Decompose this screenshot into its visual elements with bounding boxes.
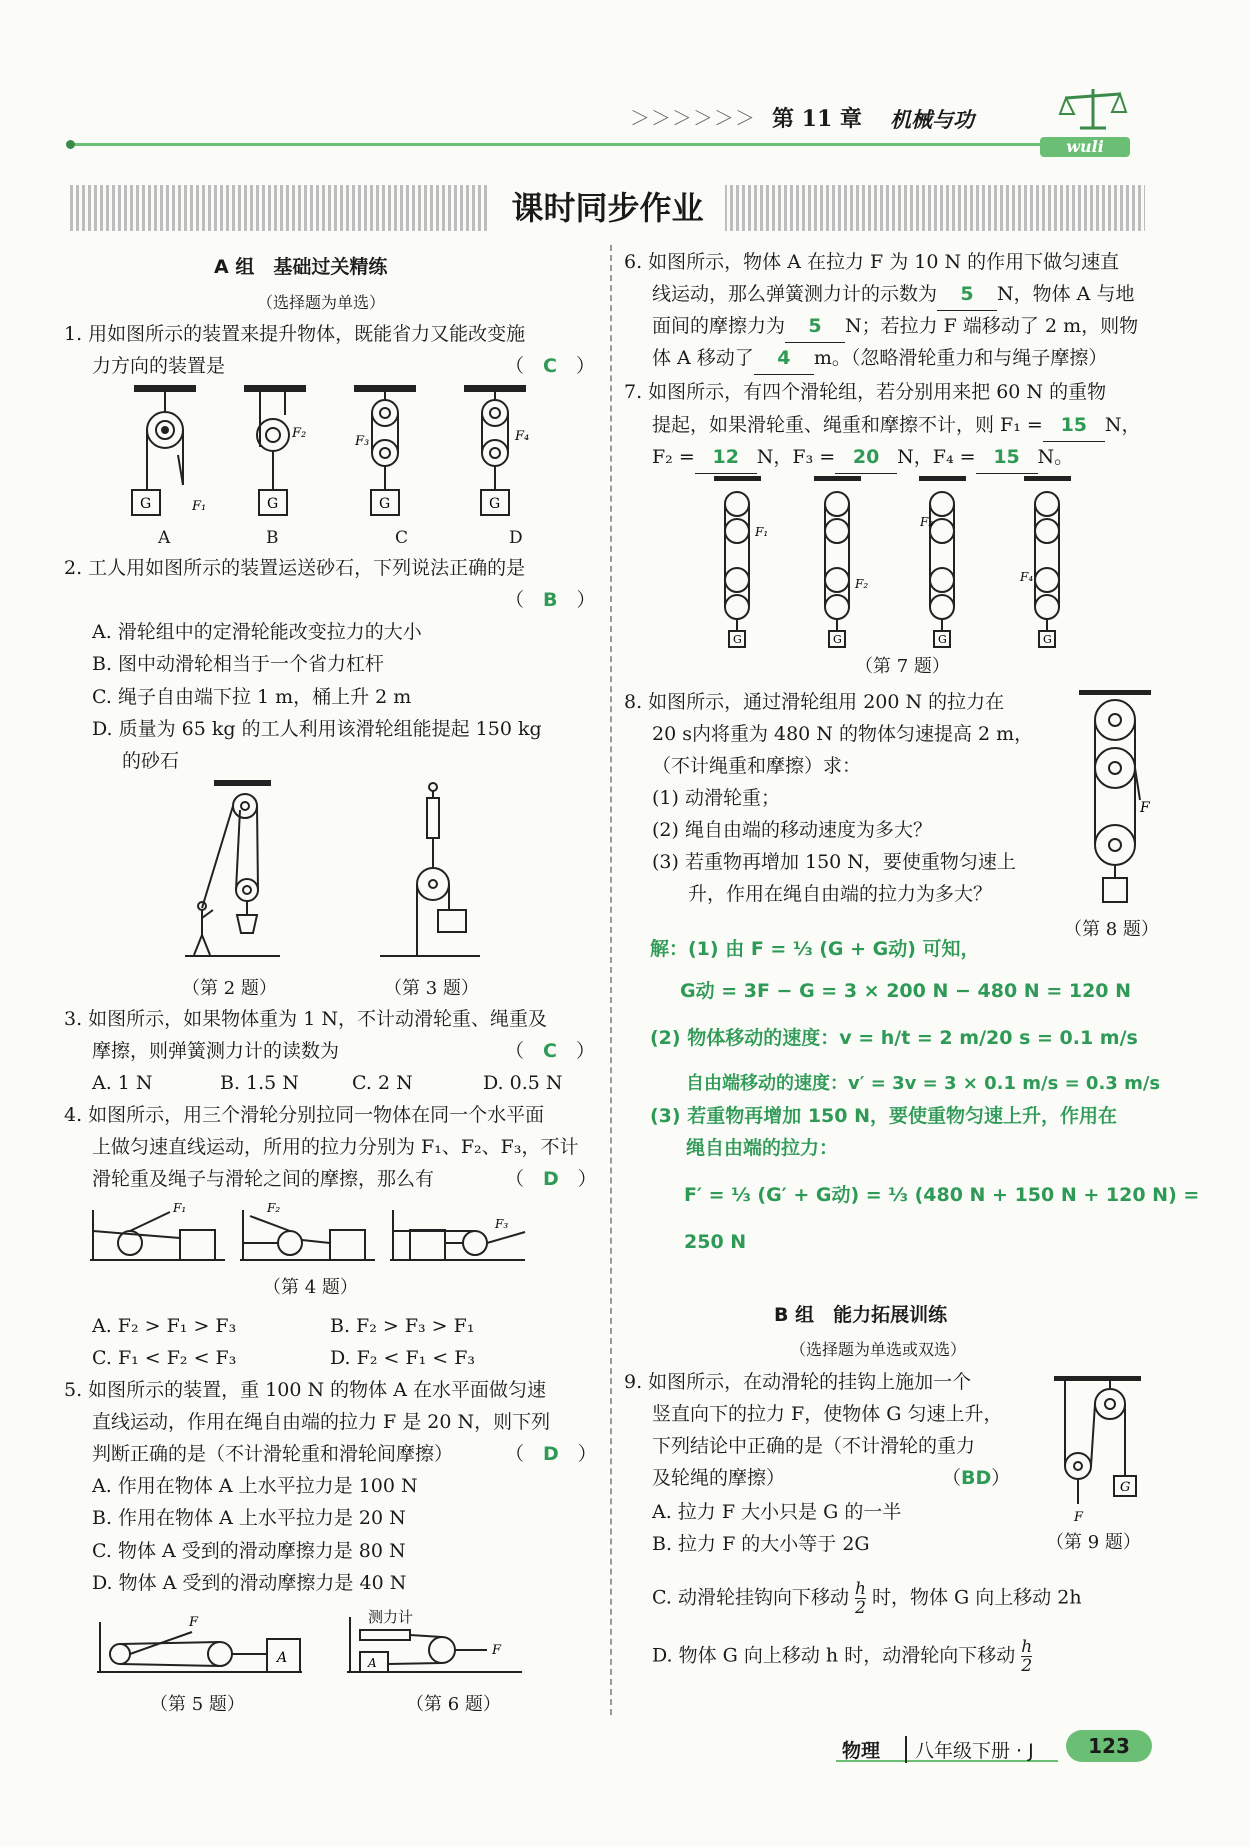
svg-text:F₂: F₂ <box>292 426 307 441</box>
q9-option-d-text: D. 物体 G 向上移动 h 时，动滑轮向下移动 <box>652 1644 1016 1667</box>
q3-option-c: C. 2 N <box>352 1072 413 1094</box>
page-number: 123 <box>1066 1730 1152 1762</box>
svg-text:F₁: F₁ <box>173 1201 187 1215</box>
svg-text:F: F <box>1074 1510 1084 1525</box>
q6-text-c: 面间的摩擦力为 <box>652 315 786 337</box>
q2-option-d: D. 质量为 65 kg 的工人利用该滑轮组能提起 150 kg <box>92 718 542 740</box>
q4-caption: （第 4 题） <box>263 1277 358 1298</box>
q8-line2: 20 s内将重为 480 N 的物体匀速提高 2 m， <box>652 723 1034 745</box>
q1-label-b: B <box>266 528 279 548</box>
q9-option-c <box>652 1580 1082 1617</box>
q8-sub1: (1) 动滑轮重； <box>652 787 780 809</box>
q5-option-d: D. 物体 A 受到的滑动摩擦力是 40 N <box>92 1572 407 1594</box>
q3-answer: （ C ） <box>505 1040 595 1062</box>
q9-line2: 竖直向下的拉力 F，使物体 G 匀速上升， <box>652 1403 1003 1425</box>
svg-text:G: G <box>938 633 947 646</box>
q6-blank-1: 5 <box>937 278 997 311</box>
q7-blank-3: 20 <box>835 441 897 474</box>
q7-text-b: N， <box>1104 414 1141 436</box>
q4-answer-value: D <box>543 1168 559 1190</box>
q2-option-a: A. 滑轮组中的定滑轮能改变拉力的大小 <box>92 621 422 643</box>
q1-label-c: C <box>395 528 409 548</box>
q8-sub3-cont: 升，作用在绳自由端的拉力为多大？ <box>688 883 993 905</box>
q6-line3 <box>652 310 1138 343</box>
svg-text:G: G <box>489 496 501 512</box>
svg-text:F₂: F₂ <box>267 1201 281 1215</box>
q5-option-b: B. 作用在物体 A 上水平拉力是 20 N <box>92 1507 406 1529</box>
q5-line1: 5. 如图所示的装置，重 100 N 的物体 A 在水平面做匀速 <box>64 1379 546 1401</box>
q9-fraction-c-den: 2 <box>855 1598 866 1618</box>
q1-answer: （ C ） <box>505 355 595 377</box>
q9-caption: （第 9 题） <box>1046 1532 1141 1553</box>
q7-line3 <box>652 441 1073 474</box>
q7-text-e: N，F₄ = <box>897 446 976 468</box>
q4-option-c: C. F₁ < F₂ < F₃ <box>92 1347 237 1369</box>
q8-solution-2: G动 = 3F − G = 3 × 200 N − 480 N = 120 N <box>680 980 1132 1002</box>
svg-text:G: G <box>833 633 842 646</box>
q9-fraction-c <box>855 1580 866 1617</box>
q9-option-a: A. 拉力 F 大小只是 G 的一半 <box>652 1501 902 1523</box>
q9-option-c-text-b: 时，物体 G 向上移动 2h <box>872 1586 1082 1609</box>
q7-text-a: 提起，如果滑轮重、绳重和摩擦不计，则 F₁ = <box>652 414 1043 436</box>
svg-text:F₃: F₃ <box>495 1217 509 1231</box>
balance-scale-icon <box>1058 84 1128 134</box>
q4-line1: 4. 如图所示，用三个滑轮分别拉同一物体在同一个水平面 <box>64 1104 545 1126</box>
q1-label-d: D <box>509 528 523 548</box>
q7-line2 <box>652 409 1140 442</box>
q6-text-b: N，物体 A 与地 <box>997 283 1135 305</box>
svg-text:G: G <box>1120 1480 1131 1495</box>
q3-answer-value: C <box>543 1040 557 1062</box>
q1-line2: 力方向的装置是 <box>92 355 226 377</box>
q3-option-b: B. 1.5 N <box>220 1072 299 1094</box>
q9-option-b: B. 拉力 F 的大小等于 2G <box>652 1533 870 1555</box>
q6-meter-label: 测力计 <box>368 1608 414 1626</box>
svg-text:G: G <box>379 496 391 512</box>
q4-answer: （ D ） <box>505 1168 597 1190</box>
q2-option-d-cont: 的砂石 <box>122 750 180 772</box>
q9-fraction-d-den: 2 <box>1021 1656 1033 1676</box>
q2-option-c: C. 绳子自由端下拉 1 m，桶上升 2 m <box>92 686 412 708</box>
q5-q6-figure <box>92 1602 532 1682</box>
column-divider <box>610 245 612 1715</box>
q9-line4: 及轮绳的摩擦） <box>652 1467 786 1489</box>
q9-line3: 下列结论中正确的是（不计滑轮的重力 <box>652 1435 976 1457</box>
q7-text-d: N，F₃ = <box>756 446 836 468</box>
q6-text-d: N；若拉力 F 端移动了 2 m，则物 <box>845 315 1139 337</box>
q3-line2: 摩擦，则弹簧测力计的读数为 <box>92 1040 340 1062</box>
q9-fraction-d-num: h <box>1021 1637 1033 1657</box>
q4-option-b: B. F₂ > F₃ > F₁ <box>330 1315 475 1337</box>
q4-option-a: A. F₂ > F₁ > F₃ <box>92 1315 237 1337</box>
q9-option-d <box>652 1638 1032 1675</box>
q1-label-a: A <box>158 528 171 548</box>
q4-line2: 上做匀速直线运动，所用的拉力分别为 F₁、F₂、F₃，不计 <box>92 1136 579 1158</box>
q8-sub3: (3) 若重物再增加 150 N，要使重物匀速上 <box>652 851 1016 873</box>
q7-text-c: F₂ = <box>652 446 695 468</box>
q2-option-b: B. 图中动滑轮相当于一个省力杠杆 <box>92 653 385 675</box>
q2-answer: （ B ） <box>505 589 596 611</box>
q8-caption: （第 8 题） <box>1064 919 1159 940</box>
q1-pulley-figure <box>110 385 570 545</box>
svg-text:F₄: F₄ <box>1020 570 1034 584</box>
svg-text:F₁: F₁ <box>755 525 769 539</box>
q6-text-f: m。（忽略滑轮重力和与绳子摩擦） <box>813 347 1108 369</box>
svg-text:F: F <box>189 1615 199 1630</box>
group-a-title: A 组 基础过关精练 <box>214 256 388 278</box>
q9-fraction-c-num: h <box>855 1579 866 1599</box>
q6-blank-3: 4 <box>754 342 814 375</box>
q5-answer-value: D <box>543 1443 559 1465</box>
q8-solution-4: 自由端移动的速度：v′ = 3v = 3 × 0.1 m/s = 0.3 m/s <box>686 1073 1161 1094</box>
q8-line1: 8. 如图所示，通过滑轮组用 200 N 的拉力在 <box>624 691 1005 713</box>
svg-text:F₄: F₄ <box>515 429 530 444</box>
header-rule <box>70 143 1070 146</box>
svg-text:A: A <box>368 1656 377 1670</box>
q2-q3-figure <box>180 780 500 965</box>
q5-caption: （第 5 题） <box>150 1694 245 1715</box>
q6-text-a: 线运动，那么弹簧测力计的示数为 <box>652 283 938 305</box>
q1-line1: 1. 用如图所示的装置来提升物体，既能省力又能改变施 <box>64 323 526 345</box>
q9-answer: （BD） <box>942 1467 1011 1489</box>
q5-line2: 直线运动，作用在绳自由端的拉力 F 是 20 N，则下列 <box>92 1411 551 1433</box>
footer-grade: 八年级下册 · J <box>905 1736 1034 1763</box>
svg-text:G: G <box>733 633 742 646</box>
svg-text:A: A <box>277 1650 288 1666</box>
chapter-number: 第 11 章 <box>772 106 862 132</box>
q8-sub2: (2) 绳自由端的移动速度为多大？ <box>652 819 932 841</box>
q3-option-a: A. 1 N <box>92 1072 153 1094</box>
footer-subject: 物理 <box>842 1740 881 1762</box>
q4-figure <box>85 1200 535 1270</box>
q9-answer-value: BD <box>961 1467 992 1489</box>
q9-option-c-text-a: C. 动滑轮挂钩向下移动 <box>652 1586 849 1609</box>
q7-line1: 7. 如图所示，有四个滑轮组，若分别用来把 60 N 的重物 <box>624 381 1107 403</box>
chapter-arrows: ＞＞＞＞＞＞ <box>630 106 756 130</box>
q8-solution-6: 绳自由端的拉力： <box>686 1137 839 1159</box>
header-rule-dot <box>66 140 75 149</box>
svg-text:F: F <box>1140 800 1150 816</box>
svg-text:F₃: F₃ <box>355 434 370 449</box>
q8-line3: （不计绳重和摩擦）求： <box>652 755 862 777</box>
q9-figure <box>1050 1376 1150 1526</box>
q8-solution-5: (3) 若重物再增加 150 N，要使重物匀速上升，作用在 <box>650 1105 1117 1127</box>
q9-line1: 9. 如图所示，在动滑轮的挂钩上施加一个 <box>624 1371 972 1393</box>
q8-solution-8: 250 N <box>684 1231 747 1253</box>
q2-line1: 2. 工人用如图所示的装置运送砂石，下列说法正确的是 <box>64 557 526 579</box>
q4-line3: 滑轮重及绳子与滑轮之间的摩擦，那么有 <box>92 1168 435 1190</box>
q2-caption: （第 2 题） <box>182 978 277 999</box>
svg-text:F₁: F₁ <box>192 499 207 514</box>
svg-text:F₃: F₃ <box>920 515 934 529</box>
q6-figure-caption: （第 6 题） <box>406 1694 501 1715</box>
q3-line1: 3. 如图所示，如果物体重为 1 N，不计动滑轮重、绳重及 <box>64 1008 547 1030</box>
q8-figure <box>1075 690 1165 910</box>
q8-solution-7: F′ = ⅓ (G′ + G动) = ⅓ (480 N + 150 N + 120 N) = <box>684 1184 1200 1206</box>
q5-option-c: C. 物体 A 受到的滑动摩擦力是 80 N <box>92 1540 406 1562</box>
q7-text-f: N。 <box>1037 446 1074 468</box>
q6-blank-2: 5 <box>785 310 845 343</box>
svg-text:F: F <box>492 1643 502 1658</box>
q8-solution-1: 解：(1) 由 F = ⅓ (G + G动) 可知， <box>650 938 980 960</box>
q2-answer-value: B <box>543 589 558 611</box>
svg-text:G: G <box>1043 633 1052 646</box>
q7-caption: （第 7 题） <box>855 656 950 677</box>
svg-text:G: G <box>140 496 152 512</box>
q5-answer: （ D ） <box>505 1443 597 1465</box>
q6-text-e: 体 A 移动了 <box>652 347 754 369</box>
q7-blank-1: 15 <box>1043 409 1105 442</box>
q8-solution-3: (2) 物体移动的速度：v = h/t = 2 m/20 s = 0.1 m/s <box>650 1027 1138 1049</box>
q1-answer-value: C <box>543 355 557 377</box>
q9-fraction-d <box>1021 1638 1032 1675</box>
q4-option-d: D. F₂ < F₁ < F₃ <box>330 1347 476 1369</box>
chapter-title: 机械与功 <box>890 107 974 132</box>
q5-line3: 判断正确的是（不计滑轮重和滑轮间摩擦） <box>92 1443 454 1465</box>
q6-line2 <box>652 278 1134 311</box>
q7-blank-4: 15 <box>976 441 1038 474</box>
q7-figure <box>695 476 1095 651</box>
svg-text:F₂: F₂ <box>855 577 869 591</box>
wuli-badge: wuli <box>1040 137 1130 157</box>
q6-line4 <box>652 342 1107 375</box>
q3-figure-caption: （第 3 题） <box>384 978 479 999</box>
q7-blank-2: 12 <box>695 441 757 474</box>
q6-line1: 6. 如图所示，物体 A 在拉力 F 为 10 N 的作用下做匀速直 <box>624 251 1120 273</box>
q3-option-d: D. 0.5 N <box>483 1072 563 1094</box>
q5-option-a: A. 作用在物体 A 上水平拉力是 100 N <box>92 1475 418 1497</box>
group-b-note: （选择题为单选或双选） <box>790 1340 967 1359</box>
group-a-note: （选择题为单选） <box>257 293 386 312</box>
group-b-title: B 组 能力拓展训练 <box>774 1304 948 1326</box>
svg-text:G: G <box>267 496 279 512</box>
section-title: 课时同步作业 <box>490 182 725 234</box>
